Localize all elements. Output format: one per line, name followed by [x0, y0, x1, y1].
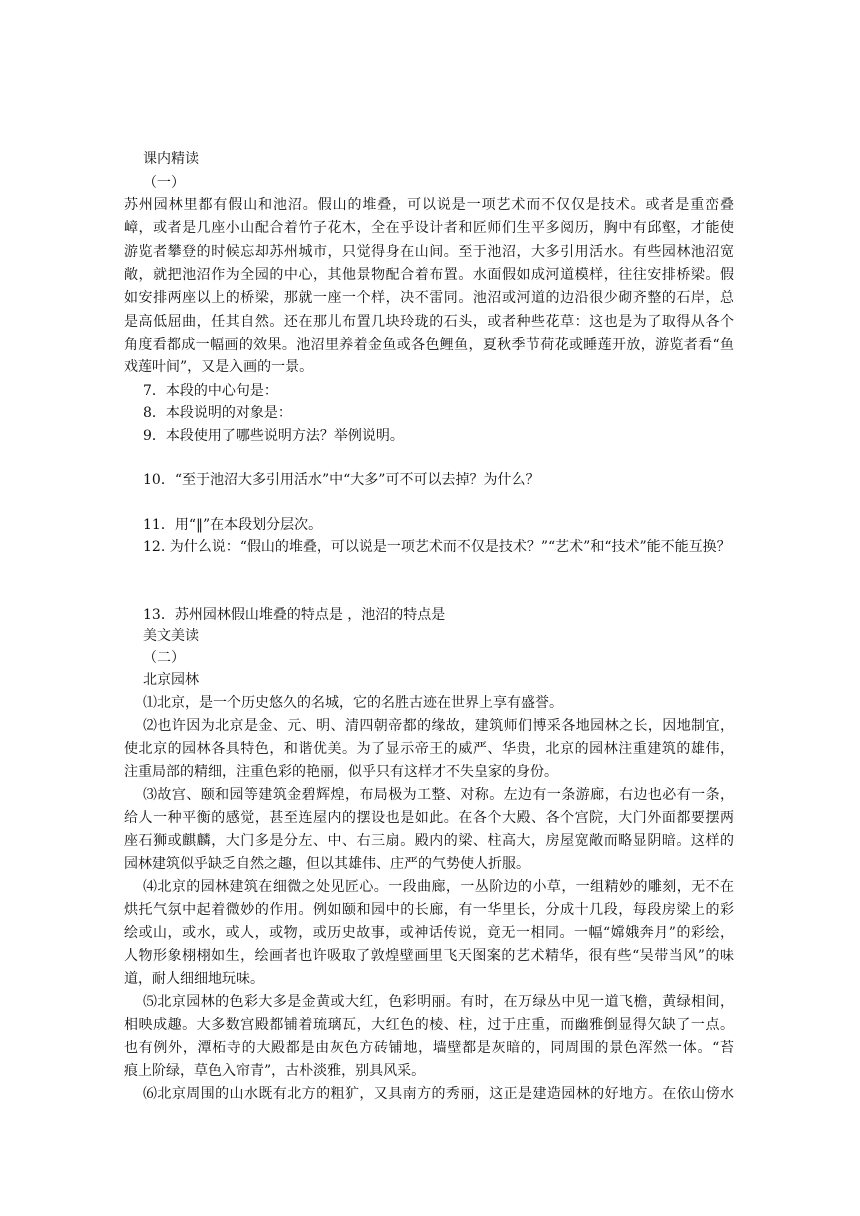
paragraph-3-line: 座石狮或麒麟，大门多是分左、中、右三扇。殿内的梁、柱高大，房屋宽敞而略显阴暗。这样的: [124, 833, 734, 849]
section-heading: 美文美读: [143, 628, 199, 644]
paragraph-line: 如安排两座以上的桥梁，那就一座一个样，决不雷同。池沼或河道的边沿很少砌齐整的石岸，总: [124, 290, 734, 306]
paragraph-line: 角度看都成一幅画的效果。池沼里养着金鱼或各色鲤鱼，夏秋季节荷花或睡莲开放，游览者看“鱼: [124, 337, 734, 353]
question-12: 12. 为什么说：“假山的堆叠，可以说是一项艺术而不仅是技术？”“艺术”和“技术”能不能互换？: [143, 539, 731, 555]
paragraph-line: 戏莲叶间”，又是入画的一景。: [124, 359, 314, 375]
question-11: 11．用“‖”在本段划分层次。: [143, 517, 323, 533]
paragraph-4-line: ⑷北京的园林建筑在细微之处见匠心。一段曲廊，一丛阶边的小草，一组精妙的雕刻，无不在: [143, 879, 734, 895]
paragraph-4-line: 人物形象栩栩如生，绘画者也许吸取了敦煌壁画里飞天图案的艺术精华，很有些“吴带当风”的味: [124, 948, 734, 964]
paragraph-line: 游览者攀登的时候忘却苏州城市，只觉得身在山间。至于池沼，大多引用活水。有些园林池沼宽: [124, 244, 734, 260]
paragraph-4-line: 道，耐人细细地玩味。: [124, 971, 264, 987]
article-title: 北京园林: [143, 672, 199, 688]
paragraph-4-line: 烘托气氛中起着微妙的作用。例如颐和园中的长廊，有一华里长，分成十几段，每段房梁上的彩: [124, 902, 734, 918]
question-9: 9．本段使用了哪些说明方法？举例说明。: [143, 428, 404, 444]
paragraph-5-line: ⑸北京园林的色彩大多是金黄或大红，色彩明丽。有时，在万绿丛中见一道飞檐，黄绿相间，: [143, 994, 734, 1010]
question-10: 10．“至于池沼大多引用活水”中“大多”可不可以去掉？为什么？: [143, 472, 540, 488]
paragraph-5-line: 相映成趣。大多数宫殿都铺着琉璃瓦，大红色的棱、柱，过于庄重，而幽雅倒显得欠缺了一点。: [124, 1017, 734, 1033]
paragraph-2-line: ⑵也许因为北京是金、元、明、清四朝帝都的缘故，建筑师们博采各地园林之长，因地制宜，: [143, 718, 734, 734]
question-7: 7．本段的中心句是：: [143, 383, 278, 399]
section-number: （一）: [143, 175, 185, 191]
paragraph-5-line: 也有例外，潭柘寺的大殿都是由灰色方砖铺地，墙壁都是灰暗的，同周围的景色浑然一体。“苔: [124, 1040, 734, 1056]
paragraph-3-line: 给人一种平衡的感觉，甚至连屋内的摆设也是如此。在各个大殿、各个宫院，大门外面都要摆两: [124, 810, 734, 826]
paragraph-line: 敞，就把池沼作为全园的中心，其他景物配合着布置。水面假如成河道模样，往往安排桥梁。假: [124, 267, 734, 283]
paragraph-1: ⑴北京，是一个历史悠久的名城，它的名胜古迹在世界上享有盛誉。: [143, 695, 563, 711]
paragraph-2-line: 注重局部的精细，注重色彩的艳丽，似乎只有这样才不失皇家的身份。: [124, 764, 558, 780]
paragraph-6-line: ⑹北京周围的山水既有北方的粗犷，又具南方的秀丽，这正是建造园林的好地方。在依山傍水: [143, 1086, 734, 1102]
paragraph-5-line: 痕上阶绿，草色入帘青”，古朴淡雅，别具风采。: [124, 1063, 426, 1079]
paragraph-line: 嶂，或者是几座小山配合着竹子花木，全在乎设计者和匠师们生平多阅历，胸中有邱壑，才能使: [124, 220, 734, 236]
paragraph-3-line: ⑶故宫、颐和园等建筑金碧辉煌，布局极为工整、对称。左边有一条游廊，右边也必有一条，: [143, 787, 734, 803]
section-number: （二）: [143, 650, 185, 666]
question-8: 8．本段说明的对象是：: [143, 405, 292, 421]
paragraph-3-line: 园林建筑似乎缺乏自然之趣，但以其雄伟、庄严的气势使人折服。: [124, 856, 530, 872]
section-heading: 课内精读: [143, 151, 199, 167]
paragraph-2-line: 使北京的园林各具特色，和谐优美。为了显示帝王的威严、华贵，北京的园林注重建筑的雄伟，: [124, 741, 734, 757]
paragraph-line: 苏州园林里都有假山和池沼。假山的堆叠，可以说是一项艺术而不仅仅是技术。或者是重峦叠: [124, 197, 734, 213]
paragraph-line: 是高低屈曲，任其自然。还在那儿布置几块玲珑的石头，或者种些花草：这也是为了取得从各个: [124, 314, 734, 330]
question-13: 13．苏州园林假山堆叠的特点是 ，池沼的特点是: [143, 607, 446, 623]
paragraph-4-line: 绘或山，或水，或人，或物，或历史故事，或神话传说，竟无一相同。一幅“嫦娥奔月”的彩绘，: [124, 925, 734, 941]
